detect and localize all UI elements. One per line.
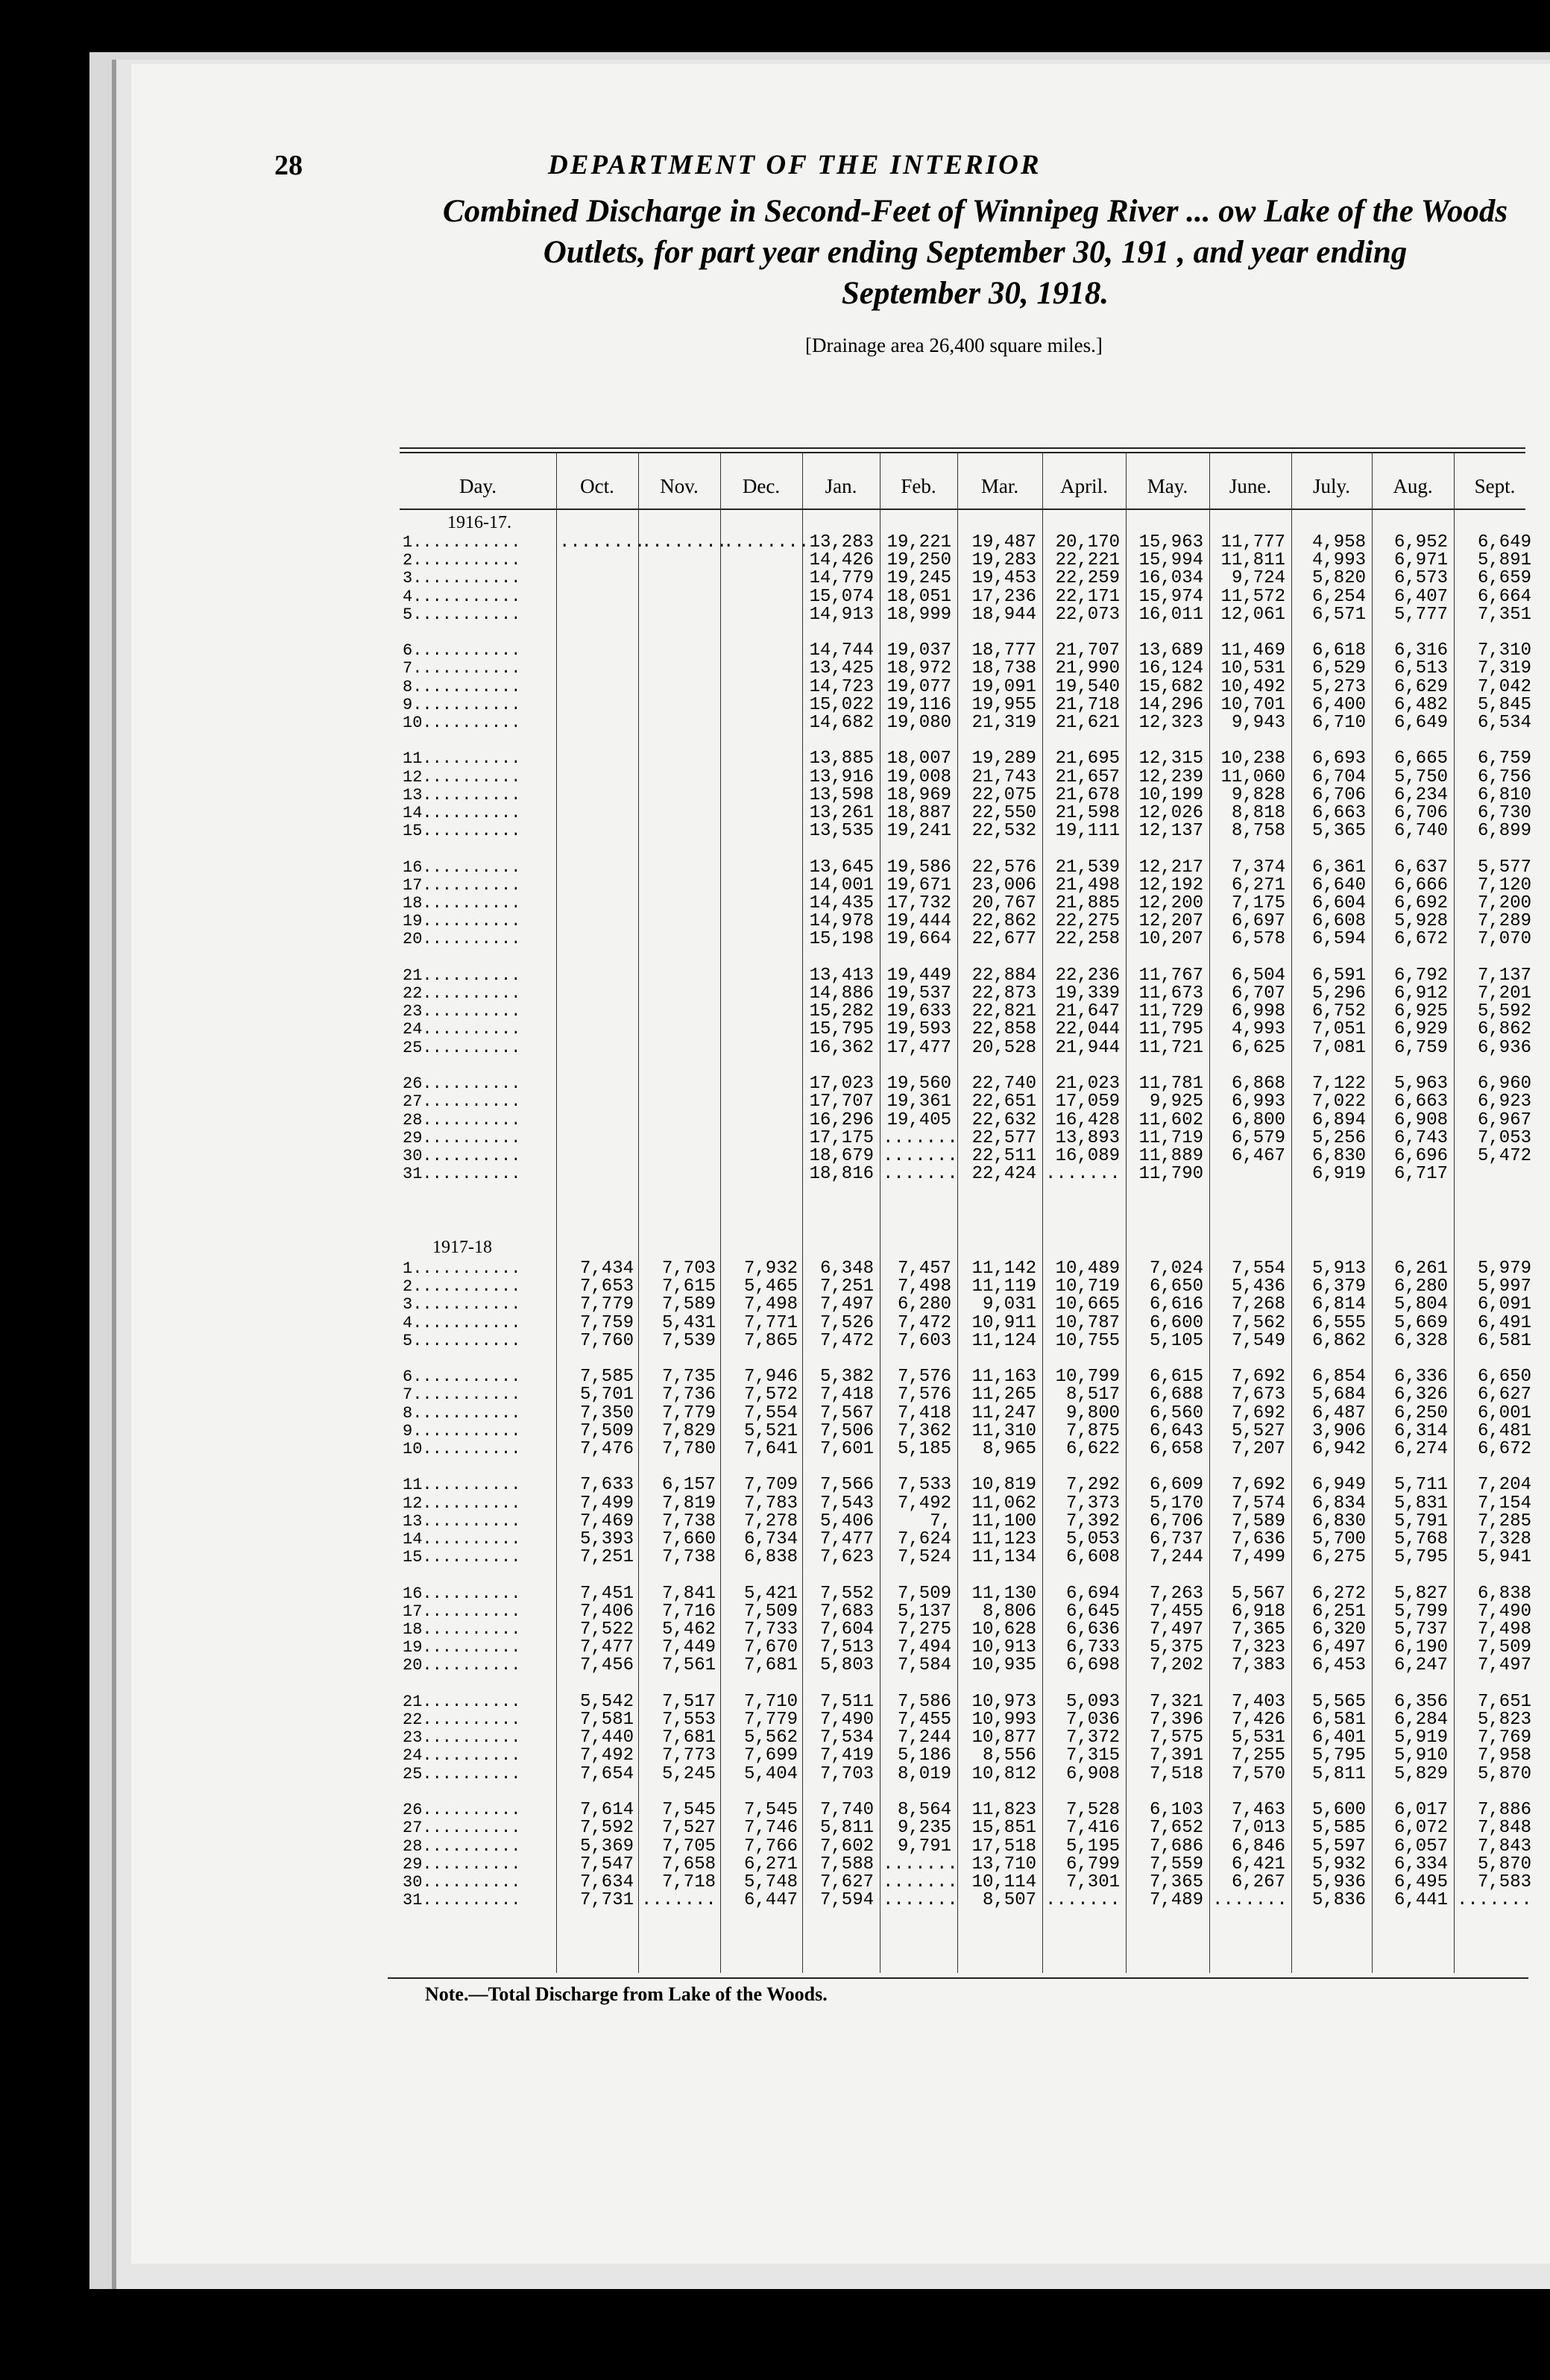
col-header-nov: Nov. (660, 475, 699, 497)
col-header-sept: Sept. (1474, 475, 1516, 497)
day-column-1917-18: 1........... 2........... 3........... 4........... 5........... 6........... 7........... 8........... 9........... 10.......... 11.......... 12.......... 13.......... 14.......... 15.......... 16.......... 17.......... 18.......... 19.......... 20.......... 21.......... 22.......... 23.......... 24.......... 25.......... 26.......... 27.......... 28.......... 29.......... 30.......... 31.......... (403, 1259, 521, 1910)
col-header-jan: Jan. (825, 475, 857, 497)
aug-column-1916-17: 6,952 6,971 6,573 6,407 5,777 6,316 6,513 6,629 6,482 6,649 6,665 5,750 6,234 6,706 6,740 6,637 6,666 6,692 5,928 6,672 6,792 6,912 6,925 6,929 6,759 5,963 6,663 6,908 6,743 6,696 6,717 (1393, 532, 1448, 1185)
header-rule-top-double (400, 452, 1525, 453)
col-divider (1372, 452, 1373, 1973)
jan-column-1916-17: 13,283 14,426 14,779 15,074 14,913 14,744 13,425 14,723 15,022 14,682 13,885 13,916 13,598 13,261 13,535 13,645 14,001 14,435 14,978 15,198 13,413 14,886 15,282 15,795 16,362 17,023 17,707 16,296 17,175 18,679 18,816 (809, 532, 874, 1185)
june-column-1916-17: 11,777 11,811 9,724 11,572 12,061 11,469 10,531 10,492 10,701 9,943 10,238 11,060 9,828 8,818 8,758 7,374 6,271 7,175 6,697 6,578 6,504 6,707 6,998 4,993 6,625 6,868 6,993 6,800 6,579 6,467 (1220, 532, 1285, 1166)
day-column-1916-17: 1........... 2........... 3........... 4........... 5........... 6........... 7........... 8........... 9........... 10.......... 11.......... 12.......... 13.......... 14.......... 15.......... 16.......... 17.......... 18.......... 19.......... 20.......... 21.......... 22.......... 23.......... 24.......... 25.......... 26.......... 27.......... 28.......... 29.......... 30.......... 31.......... (403, 533, 521, 1184)
col-header-april: April. (1060, 475, 1108, 497)
col-divider (720, 452, 721, 1973)
col-header-oct: Oct. (580, 475, 614, 497)
col-header-may: May. (1147, 475, 1188, 497)
header-rule-bottom (400, 509, 1525, 510)
col-header-july: July. (1312, 475, 1350, 497)
col-divider (1209, 452, 1210, 1973)
drainage-area-note: [Drainage area 26,400 square miles.] (805, 334, 1103, 356)
mar-column-1917-18: 11,142 11,119 9,031 10,911 11,124 11,163 11,265 11,247 11,310 8,965 10,819 11,062 11,100 11,123 11,134 11,130 8,806 10,628 10,913 10,935 10,973 10,993 10,877 8,556 10,812 11,823 15,851 17,518 13,710 10,114 8,507 (971, 1259, 1036, 1911)
may-column-1916-17: 15,963 15,994 16,034 15,974 16,011 13,689 16,124 15,682 14,296 12,323 12,315 12,239 10,199 12,026 12,137 12,217 12,192 12,200 12,207 10,207 11,767 11,673 11,729 11,795 11,721 11,781 9,925 11,602 11,719 11,889 11,790 (1138, 532, 1203, 1185)
title-line-3: September 30, 1918. (841, 276, 1109, 311)
col-header-day: Day. (459, 475, 497, 497)
nov-column-1916-17: ........ (641, 532, 728, 552)
page-number: 28 (274, 150, 303, 181)
col-header-aug: Aug. (1393, 475, 1433, 497)
header-rule-top (400, 447, 1525, 449)
col-divider (957, 452, 958, 1973)
col-divider (556, 452, 557, 1973)
table-title (394, 191, 1550, 314)
col-divider (638, 452, 639, 1973)
period-label-1917-18: 1917-18 (432, 1238, 492, 1257)
col-header-june: June. (1229, 475, 1272, 497)
sept-column-1917-18: 5,979 5,997 6,091 6,491 6,581 6,650 6,627 6,001 6,481 6,672 7,204 7,154 7,285 7,328 5,941 6,838 7,490 7,498 7,509 7,497 7,651 5,823 7,769 7,958 5,870 7,886 7,848 7,843 5,870 7,583 ....... (1457, 1259, 1532, 1911)
oct-column-1917-18: 7,434 7,653 7,779 7,759 7,760 7,585 5,701 7,350 7,509 7,476 7,633 7,499 7,469 5,393 7,251 7,451 7,406 7,522 7,477 7,456 5,542 7,581 7,440 7,492 7,654 7,614 7,592 5,369 7,547 7,634 7,731 (579, 1259, 634, 1911)
dec-column-1917-18: 7,932 5,465 7,498 7,771 7,865 7,946 7,572 7,554 5,521 7,641 7,709 7,783 7,278 6,734 6,838 5,421 7,509 7,733 7,670 7,681 7,710 7,779 5,562 7,699 5,404 7,545 7,746 7,766 6,271 5,748 6,447 (743, 1259, 798, 1911)
oct-column-1916-17: ........ (559, 532, 646, 552)
nov-column-1917-18: 7,703 7,615 7,589 5,431 7,539 7,735 7,736 7,779 7,829 7,780 6,157 7,819 7,738 7,660 7,738 7,841 7,716 5,462 7,449 7,561 7,517 7,553 7,681 7,773 5,245 7,545 7,527 7,705 7,658 7,718 ....... (641, 1259, 716, 1911)
col-divider (1291, 452, 1292, 1973)
july-column-1917-18: 5,913 6,379 6,814 6,555 6,862 6,854 5,684 6,487 3,906 6,942 6,949 6,834 6,830 5,700 6,275 6,272 6,251 6,320 6,497 6,453 5,565 6,581 6,401 5,795 5,811 5,600 5,585 5,597 5,932 5,936 5,836 (1311, 1259, 1366, 1911)
july-column-1916-17: 4,958 4,993 5,820 6,254 6,571 6,618 6,529 5,273 6,400 6,710 6,693 6,704 6,706 6,663 5,365 6,361 6,640 6,604 6,608 6,594 6,591 5,296 6,752 7,051 7,081 7,122 7,022 6,894 5,256 6,830 6,919 (1311, 532, 1366, 1185)
sept-column-1916-17: 6,649 5,891 6,659 6,664 7,351 7,310 7,319 7,042 5,845 6,534 6,759 6,756 6,810 6,730 6,899 5,577 7,120 7,200 7,289 7,070 7,137 7,201 5,592 6,862 6,936 6,960 6,923 6,967 7,053 5,472 (1477, 532, 1531, 1166)
col-divider (1454, 452, 1455, 1973)
col-divider (1126, 452, 1127, 1973)
running-head: DEPARTMENT OF THE INTERIOR (548, 150, 1042, 180)
col-divider (802, 452, 803, 1973)
april-column-1917-18: 10,489 10,719 10,665 10,787 10,755 10,799 8,517 9,800 7,875 6,622 7,292 7,373 7,392 5,053 6,608 6,694 6,645 6,636 6,733 6,698 5,093 7,036 7,372 7,315 6,908 7,528 7,416 5,195 6,799 7,301 ....... (1045, 1259, 1121, 1911)
col-divider (1042, 452, 1043, 1973)
aug-column-1917-18: 6,261 6,280 5,804 5,669 6,328 6,336 6,326 6,250 6,314 6,274 5,711 5,831 5,791 5,768 5,795 5,827 5,799 5,737 6,190 6,247 6,356 6,284 5,919 5,910 5,829 6,017 6,072 6,057 6,334 6,495 6,441 (1393, 1259, 1448, 1911)
april-column-1916-17: 20,170 22,221 22,259 22,171 22,073 21,707 21,990 19,540 21,718 21,621 21,695 21,657 21,678 21,598 19,111 21,539 21,498 21,885 22,275 22,258 22,236 19,339 21,647 22,044 21,944 21,023 17,059 16,428 13,893 16,089 ....... (1045, 532, 1121, 1185)
june-column-1917-18: 7,554 5,436 7,268 7,562 7,549 7,692 7,673 7,692 5,527 7,207 7,692 7,574 7,589 7,636 7,499 5,567 6,918 7,365 7,323 7,383 7,403 7,426 5,531 7,255 7,570 7,463 7,013 6,846 6,421 6,267 ....... (1212, 1259, 1288, 1911)
title-line-1: Combined Discharge in Second-Feet of Winnipeg River ... ow Lake of the Woods (442, 194, 1508, 229)
feb-column-1916-17: 19,221 19,250 19,245 18,051 18,999 19,037 18,972 19,077 19,116 19,080 18,007 19,008 18,969 18,887 19,241 19,586 19,671 17,732 19,444 19,664 19,449 19,537 19,633 19,593 17,477 19,560 19,361 19,405 ....... ....... ....... (883, 532, 958, 1185)
period-label-1916-17: 1916-17. (447, 513, 511, 532)
jan-column-1917-18: 6,348 7,251 7,497 7,526 7,472 5,382 7,418 7,567 7,506 7,601 7,566 7,543 5,406 7,477 7,623 7,552 7,683 7,604 7,513 5,803 7,511 7,490 7,534 7,419 7,703 7,740 5,811 7,602 7,588 7,627 7,594 (819, 1259, 874, 1911)
may-column-1917-18: 7,024 6,650 6,616 6,600 5,105 6,615 6,688 6,560 6,643 6,658 6,609 5,170 6,706 6,737 7,244 7,263 7,455 7,497 5,375 7,202 7,321 7,396 7,575 7,391 7,518 6,103 7,652 7,686 7,559 7,365 7,489 (1149, 1259, 1203, 1911)
feb-column-1917-18: 7,457 7,498 6,280 7,472 7,603 7,576 7,576 7,418 7,362 5,185 7,533 7,492 7, 7,624 7,524 7,509 5,137 7,275 7,494 7,584 7,586 7,455 7,244 5,186 8,019 8,564 9,235 9,791 ....... ....... ....... (883, 1259, 958, 1911)
col-header-dec: Dec. (742, 475, 781, 497)
dec-column-1916-17: ........ (723, 532, 810, 552)
table-footnote: Note.—Total Discharge from Lake of the Woods. (425, 1983, 828, 2005)
col-header-feb: Feb. (901, 475, 936, 497)
title-line-2: Outlets, for part year ending September 30, 191 , and year ending (543, 235, 1408, 270)
mar-column-1916-17: 19,487 19,283 19,453 17,236 18,944 18,777 18,738 19,091 19,955 21,319 19,289 21,743 22,075 22,550 22,532 22,576 23,006 20,767 22,862 22,677 22,884 22,873 22,821 22,858 20,528 22,740 22,651 22,632 22,577 22,511 22,424 (971, 532, 1036, 1185)
col-header-mar: Mar. (980, 475, 1019, 497)
footer-rule (388, 1977, 1528, 1979)
